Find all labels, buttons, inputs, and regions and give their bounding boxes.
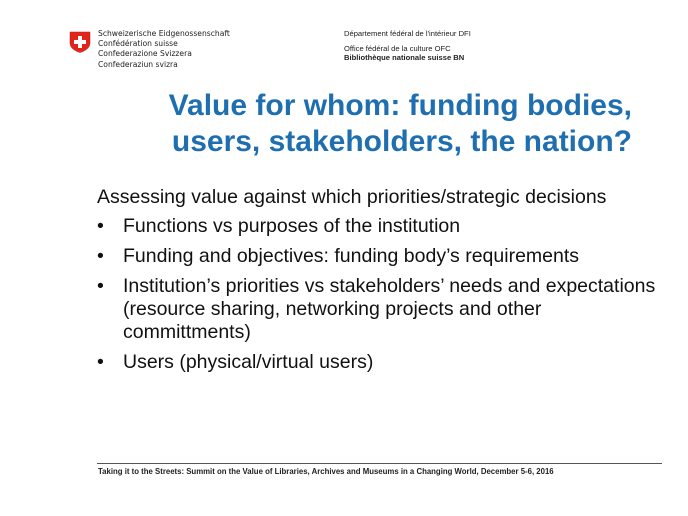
list-item (97, 275, 657, 344)
confed-line-it: Confederazione Svizzera (98, 49, 192, 59)
title-line-1: Value for whom: funding bodies, (168, 89, 632, 122)
intro-text: Assessing value against which priorities/strategic decisions (97, 186, 607, 208)
list-item (97, 245, 657, 268)
department-block (344, 29, 471, 63)
bullet-list (97, 215, 657, 374)
confed-line-de: Schweizerische Eidgenossenschaft (98, 29, 230, 38)
title-line-2: users, stakeholders, the nation? (171, 125, 632, 158)
office-name: Office fédéral de la culture OFC (344, 43, 451, 53)
confed-line-rm: Confederaziun svizra (98, 59, 178, 69)
confed-line-fr: Confédération suisse (98, 39, 178, 49)
confederation-names (98, 29, 230, 70)
bullet-icon: • (97, 351, 104, 373)
bullet-text: Institution’s priorities vs stakeholders’ needs and expectations (resource sharing, networking projects and other committments) (123, 275, 656, 343)
slide-title (100, 88, 632, 160)
bullet-icon: • (97, 215, 104, 237)
library-name: Bibliothèque nationale suisse BN (344, 53, 465, 62)
bullet-text: Users (physical/virtual users) (123, 351, 374, 373)
bullet-icon: • (97, 245, 104, 267)
list-item (97, 351, 657, 374)
bullet-icon: • (97, 275, 104, 297)
bullet-text: Funding and objectives: funding body’s requirements (123, 245, 580, 267)
list-item (97, 215, 657, 238)
footer-text: Taking it to the Streets: Summit on the Value of Libraries, Archives and Museums in a Changing World, December 5-6, 2016 (98, 467, 554, 476)
footer-divider (97, 463, 662, 464)
department-name: Département fédéral de l'intérieur DFI (344, 29, 471, 38)
bullet-text: Functions vs purposes of the institution (123, 215, 461, 237)
swiss-flag-logo (69, 31, 91, 53)
slide-body (97, 186, 657, 381)
